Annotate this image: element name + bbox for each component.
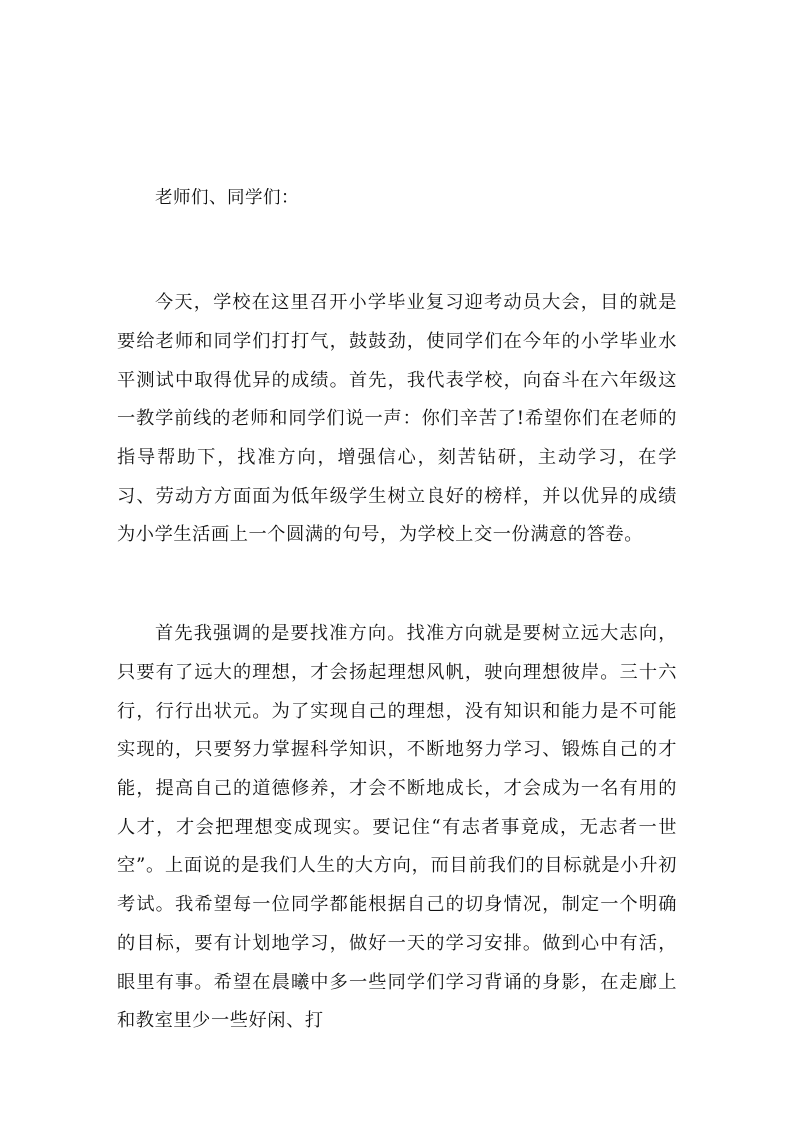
paragraph-direction: 首先我强调的是要找准方向。找准方向就是要树立远大志向，只要有了远大的理想，才会扬起理想风帆，驶向理想彼岸。三十六行，行行出状元。为了实现自己的理想，没有知识和能力是不可能实现的，只要努力掌握科学知识，不断地努力学习、锻炼自己的才能，提高自己的道德修养，才会不断地成长，才会成为一名有用的人才，才会把理想变成现实。要记住“有志者事竟成，无志者一世空”。上面说的是我们人生的大方向，而目前我们的目标就是小升初考试。我希望每一位同学都能根据自己的切身情况，制定一个明确的目标，要有计划地学习，做好一天的学习安排。做到心中有活，眼里有事。希望在晨曦中多一些同学们学习背诵的身影，在走廊上和教室里少一些好闲、打	[117, 623, 677, 1032]
paragraph-opening: 今天，学校在这里召开小学毕业复习迎考动员大会，目的就是要给老师和同学们打打气，鼓鼓劲，使同学们在今年的小学毕业水平测试中取得优异的成绩。首先，我代表学校，向奋斗在六年级这一教学前线的老师和同学们说一声：你们辛苦了!希望你们在老师的指导帮助下，找准方向，增强信心，刻苦钻研，主动学习，在学习、劳动方方面面为低年级学生树立良好的榜样，并以优异的成绩为小学生活画上一个圆满的句号，为学校上交一份满意的答卷。	[117, 292, 677, 546]
salutation: 老师们、同学们：	[155, 188, 299, 208]
